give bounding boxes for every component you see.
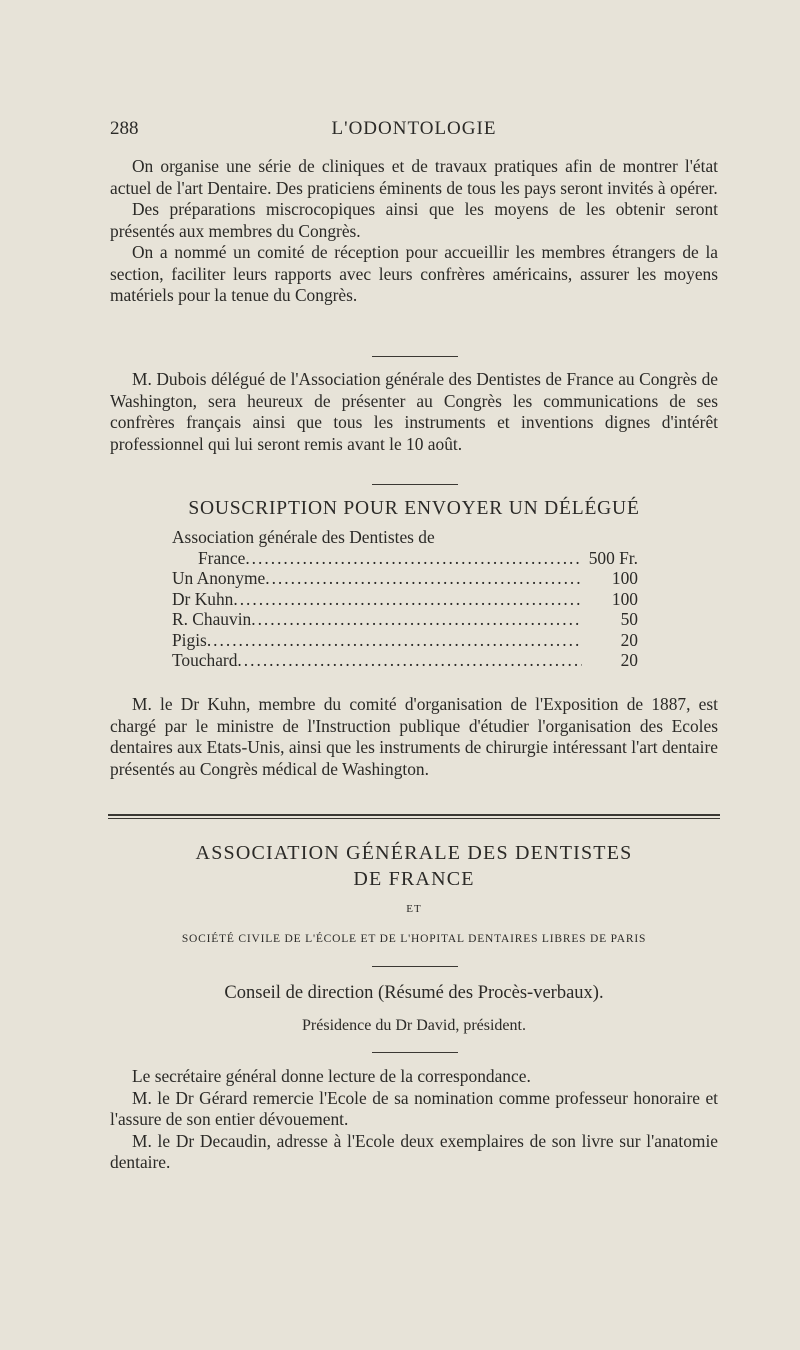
subscriber-name: Un Anonyme [172,568,266,588]
leader-dots [207,630,582,651]
paragraph: M. le Dr Gérard remercie l'Ecole de sa nomination comme professeur honoraire et l'assure de son entier dévouement. [110,1087,718,1129]
paragraph: Des préparations miscrocopiques ainsi que les moyens de les obtenir seront présentés aux membres du Congrès. [110,199,718,241]
paragraph: On a nommé un comité de réception pour accueillir les membres étrangers de la section, faciliter leurs rapports avec leurs confrères américains, assurer les moyens matériels pour la tenue du Congrès. [110,242,718,305]
subscriber-name: Pigis [172,629,207,650]
presidence-line: Présidence du Dr David, président. [302,1017,526,1034]
section-divider [108,814,720,819]
societe-title: SOCIÉTÉ CIVILE DE L'ÉCOLE ET DE L'HOPITAL DENTAIRES LIBRES DE PARIS [181,933,647,945]
separator-rule [372,1052,458,1053]
list-item [172,609,642,630]
leader-dots [233,589,582,610]
subscription-amount: 100 [611,588,638,609]
page-number: 288 [110,118,139,139]
page-header [110,118,718,140]
minutes-paragraphs [110,1066,718,1174]
subscriber-name: Association générale des Dentistes de [172,527,435,547]
subscriber-name: R. Chauvin [172,609,252,629]
subscription-list [172,527,642,671]
et-label: ET [406,903,422,915]
separator-rule [372,356,458,357]
paragraph: M. le Dr Decaudin, adresse à l'Ecole deux exemplaires de son livre sur l'anatomie dentaire. [110,1130,718,1172]
list-item [172,527,642,548]
list-item [172,650,642,671]
subscriber-name: France [198,547,246,568]
list-item [172,568,642,589]
separator-rule [372,484,458,485]
paragraph: On organise une série de cliniques et de travaux pratiques afin de montrer l'état actuel de l'art Dentaire. Des praticiens éminents de tous les pays seront invités à opérer. [110,156,718,198]
leader-dots [251,609,582,630]
list-item [172,589,642,610]
list-item [172,548,642,569]
congress-paragraphs [110,156,718,307]
leader-dots [237,650,582,671]
paragraph: M. le Dr Kuhn, membre du comité d'organisation de l'Exposition de 1887, est chargé par le ministre de l'Instruction publique d'étudier l'organisation des Ecoles dentaires aux Etats-Unis, ainsi que les instruments de chirurgie intéressant l'art dentaire présentés au Congrès médical de Washington. [110,694,718,779]
subscription-amount: 500 Fr. [588,547,638,568]
subscription-amount: 20 [620,629,638,650]
running-title: L'ODONTOLOGIE [331,118,497,139]
paragraph: M. Dubois délégué de l'Association générale des Dentistes de France au Congrès de Washington, sera heureux de présenter au Congrès les communications de ses confrères français ainsi que tous les instruments et inventions dignes d'intérêt professionnel qui lui seront remis avant le 10 août. [110,369,718,454]
leader-dots [245,548,582,569]
subscriber-name: Touchard [172,650,238,670]
kuhn-paragraph [110,694,718,780]
separator-rule [372,966,458,967]
association-title [110,840,718,892]
association-title-line: ASSOCIATION GÉNÉRALE DES DENTISTES [195,842,633,864]
list-item [172,630,642,651]
leader-dots [265,568,582,589]
conseil-heading: Conseil de direction (Résumé des Procès-verbaux). [224,983,604,1003]
subscription-amount: 50 [620,609,638,629]
subscription-amount: 20 [620,650,638,670]
paragraph: Le secrétaire général donne lecture de la correspondance. [132,1066,531,1086]
subscription-amount: 100 [611,568,638,588]
subscriber-name: Dr Kuhn [172,588,234,609]
subscription-heading: SOUSCRIPTION POUR ENVOYER UN DÉLÉGUÉ [188,498,640,519]
dubois-paragraph [110,369,718,455]
association-title-line: DE FRANCE [353,868,475,890]
